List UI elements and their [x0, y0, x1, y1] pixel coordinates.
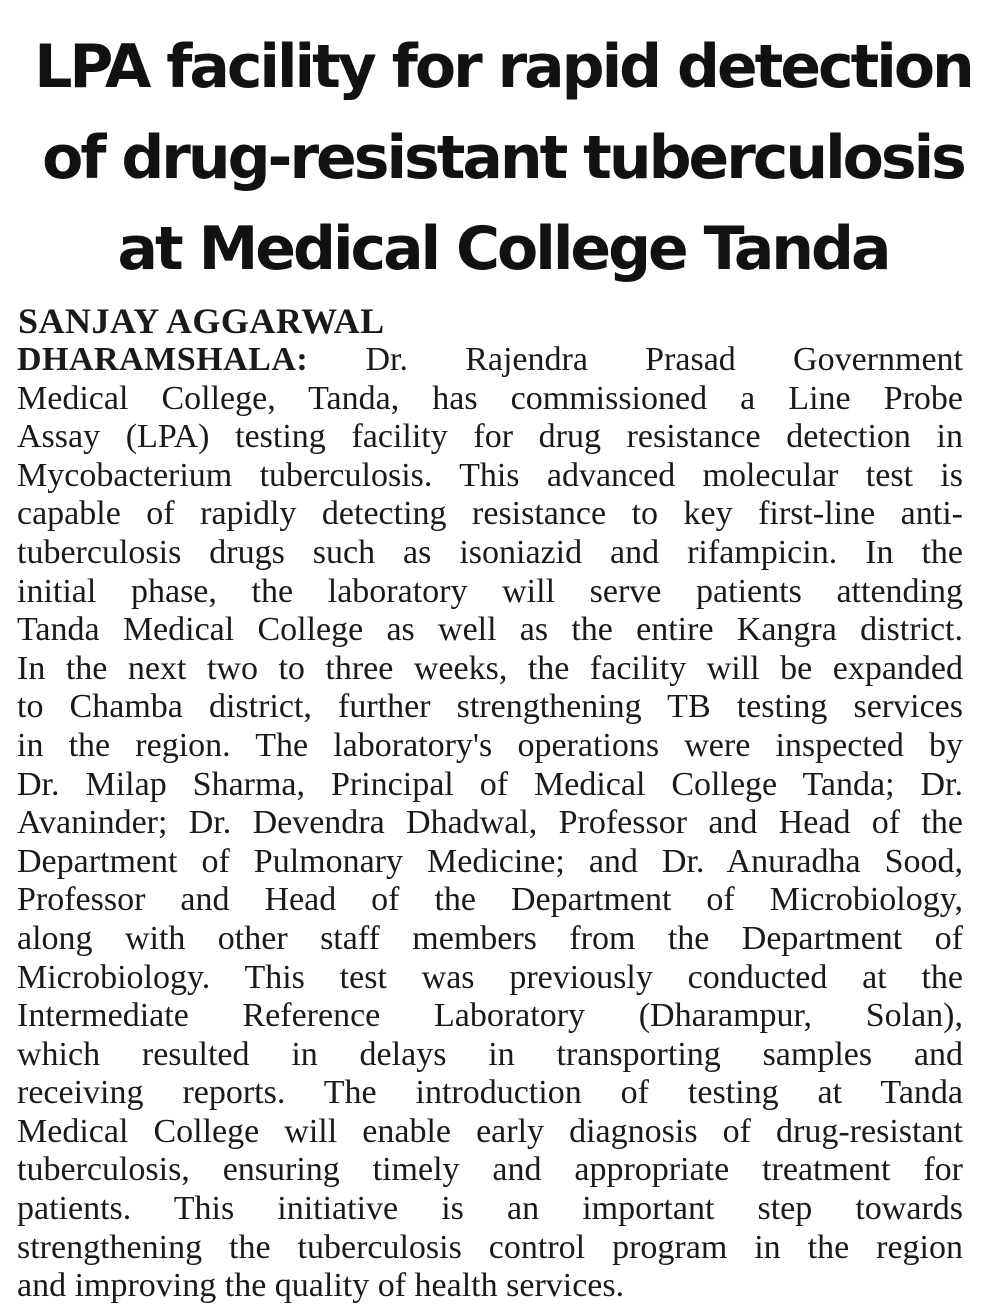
body-line: Professor and Head of the Department of Microbiology,	[17, 881, 963, 919]
headline	[10, 22, 996, 295]
body-line: Medical College, Tanda, has commissioned a Line Probe	[17, 379, 963, 417]
body-line: patients. This initiative is an important step towards	[17, 1190, 963, 1228]
headline-line: at Medical College Tanda	[117, 214, 889, 284]
body-line: Intermediate Reference Laboratory (Dharampur, Solan),	[17, 997, 963, 1035]
body-line: in the region. The laboratory's operations were inspected by	[17, 726, 963, 764]
body-line: Avaninder; Dr. Devendra Dhadwal, Professor and Head of the	[17, 804, 963, 842]
body-line: Medical College will enable early diagnosis of drug-resistant	[17, 1112, 963, 1150]
body-line: Dr. Milap Sharma, Principal of Medical College Tanda; Dr.	[17, 765, 963, 803]
body-line: Department of Pulmonary Medicine; and Dr. Anuradha Sood,	[17, 842, 963, 880]
body-line: strengthening the tuberculosis control program in the region	[17, 1228, 963, 1266]
body-line: tuberculosis, ensuring timely and appropriate treatment for	[17, 1151, 963, 1189]
body-line: Assay (LPA) testing facility for drug resistance detection in	[17, 418, 963, 456]
headline-line: of drug-resistant tuberculosis	[42, 123, 964, 193]
body-line: In the next two to three weeks, the facility will be expanded	[17, 649, 963, 687]
body-line: initial phase, the laboratory will serve patients attending	[17, 572, 963, 610]
body-line	[17, 341, 963, 380]
body-line: Tanda Medical College as well as the entire Kangra district.	[17, 611, 963, 649]
body-line: receiving reports. The introduction of testing at Tanda	[17, 1074, 963, 1112]
body-line: to Chamba district, further strengthening TB testing services	[17, 688, 963, 726]
dateline: DHARAMSHALA:	[17, 341, 309, 378]
body-line: along with other staff members from the Department of	[17, 919, 963, 957]
body-line: Microbiology. This test was previously conducted at the	[17, 958, 963, 996]
byline: SANJAY AGGARWAL	[18, 301, 385, 341]
body-line: which resulted in delays in transporting samples and	[17, 1035, 963, 1073]
headline-line: LPA facility for rapid detection	[34, 32, 972, 102]
article-body	[17, 341, 963, 1306]
body-line-text: Dr. Rajendra Prasad Government	[308, 341, 963, 378]
body-line: Mycobacterium tuberculosis. This advanced molecular test is	[17, 456, 963, 494]
body-line: and improving the quality of health services.	[17, 1267, 625, 1305]
body-line: tuberculosis drugs such as isoniazid and rifampicin. In the	[17, 533, 963, 571]
body-line: capable of rapidly detecting resistance to key first-line anti-	[17, 495, 963, 533]
